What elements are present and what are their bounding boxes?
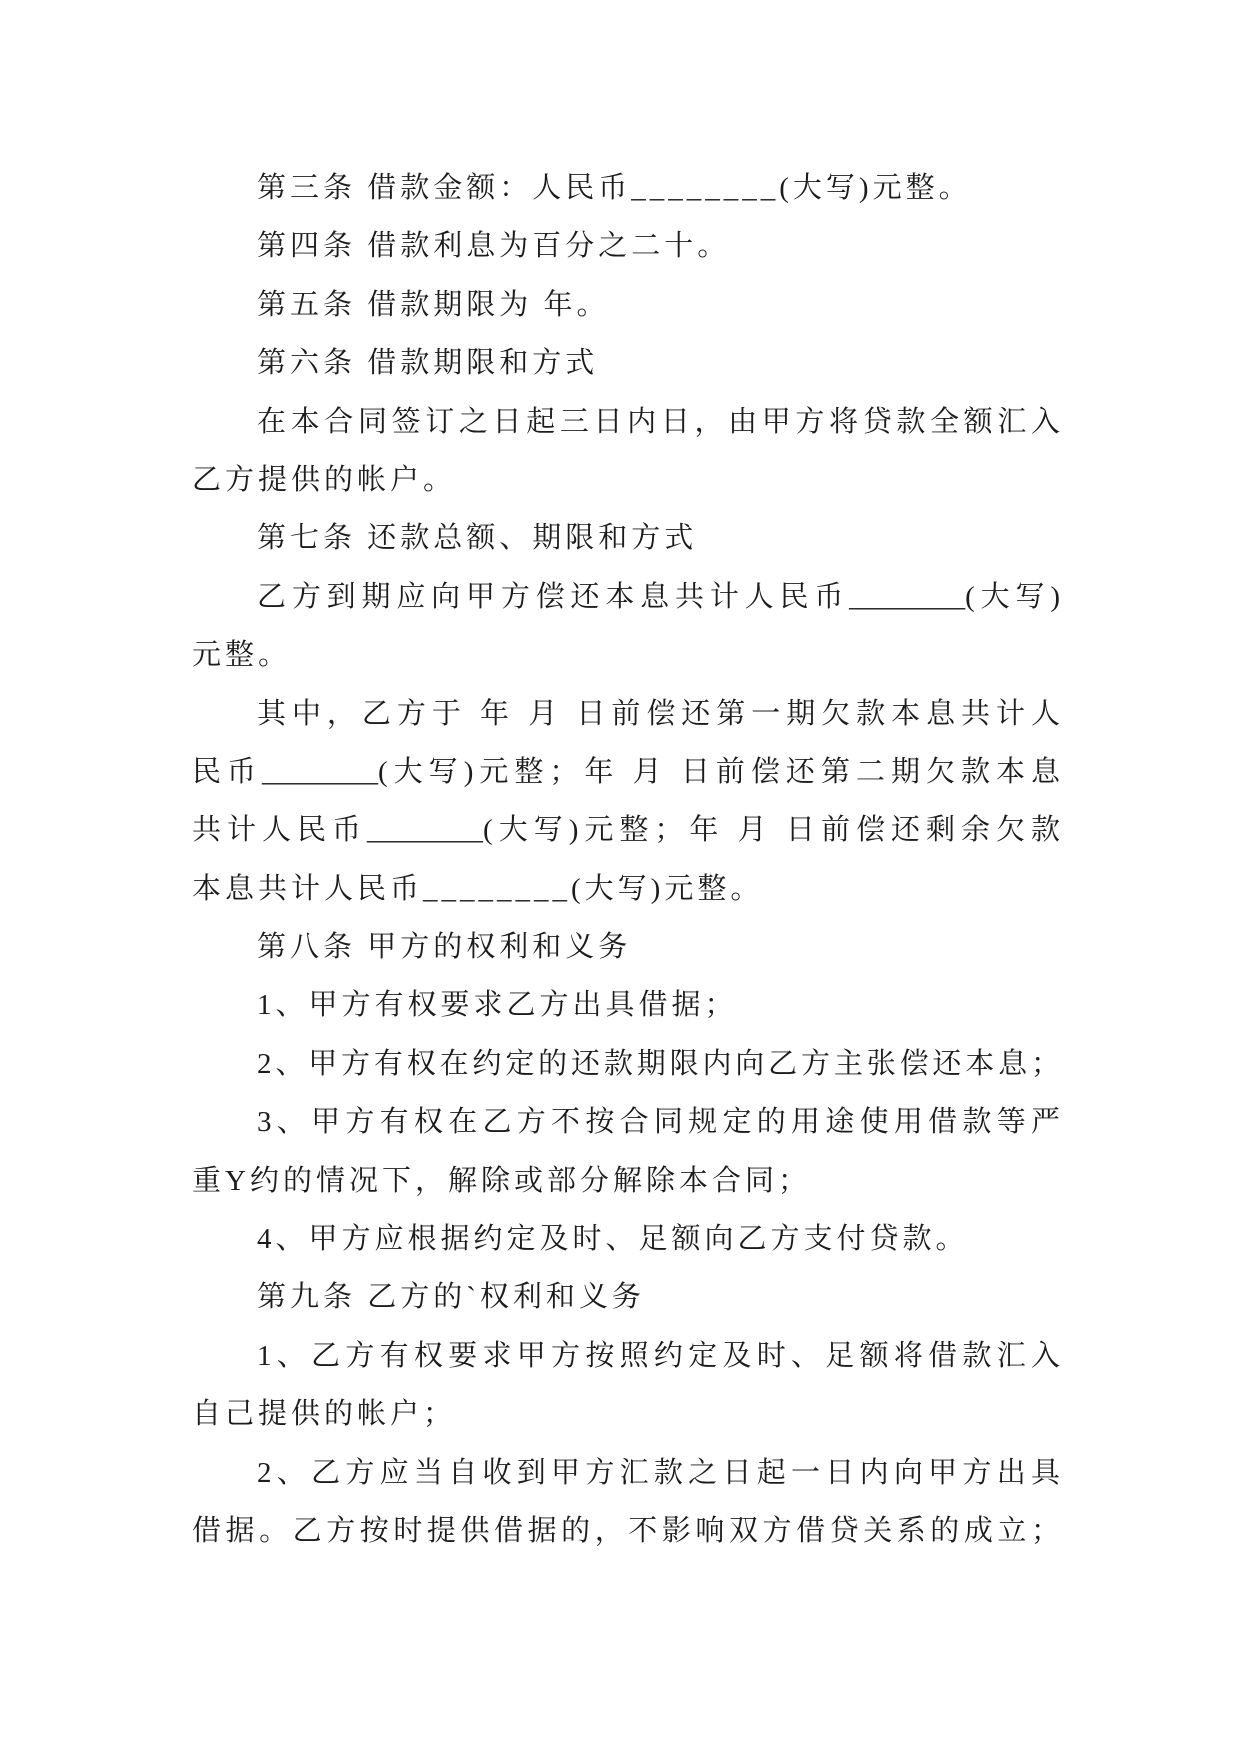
article-heading: 第八条 甲方的权利和义务 — [257, 931, 632, 964]
article-8-paragraph — [192, 918, 1060, 976]
list-item — [192, 1210, 1060, 1268]
list-item — [192, 1444, 1060, 1561]
text-line: 在本合同签订之日起三日内日，由甲方将贷款全额汇入 — [257, 405, 1060, 438]
article-heading: 第七条 还款总额、期限和方式 — [257, 522, 698, 555]
text-line: 乙方提供的帐户。 — [192, 463, 457, 496]
article-heading: 第五条 借款期限为 年。 — [257, 288, 610, 321]
document-body — [192, 159, 1060, 1560]
text-line: 乙方到期应向甲方偿还本息共计人民币________(大写) — [257, 580, 1060, 613]
article-9-paragraph — [192, 1268, 1060, 1326]
text-line: 自己提供的帐户； — [192, 1398, 457, 1431]
article-heading: 第三条 借款金额：人民币________(大写)元整。 — [257, 172, 972, 204]
text-line: 4、甲方应根据约定及时、足额向乙方支付贷款。 — [257, 1223, 969, 1256]
article-7-paragraph — [192, 509, 1060, 567]
paragraph — [192, 685, 1060, 919]
text-line: 1、乙方有权要求甲方按照约定及时、足额将借款汇入 — [257, 1339, 1060, 1372]
article-heading: 第六条 借款期限和方式 — [257, 347, 599, 380]
text-line: 3、甲方有权在乙方不按合同规定的用途使用借款等严 — [257, 1106, 1060, 1139]
paragraph — [192, 568, 1060, 685]
article-heading: 第九条 乙方的`权利和义务 — [257, 1281, 645, 1314]
list-item — [192, 1327, 1060, 1444]
article-3-paragraph — [192, 159, 1060, 217]
paragraph — [192, 393, 1060, 510]
text-line: 2、乙方应当自收到甲方汇款之日起一日内向甲方出具 — [257, 1456, 1060, 1489]
text-line: 1、甲方有权要求乙方出具借据； — [257, 989, 738, 1022]
article-4-paragraph — [192, 217, 1060, 275]
article-heading: 第四条 借款利息为百分之二十。 — [257, 230, 731, 263]
text-line: 本息共计人民币________(大写)元整。 — [192, 872, 764, 905]
list-item — [192, 1035, 1060, 1093]
list-item — [192, 976, 1060, 1034]
text-line: 借据。乙方按时提供借据的，不影响双方借贷关系的成立； — [192, 1514, 1060, 1547]
list-item — [192, 1093, 1060, 1210]
text-line: 重Y约的情况下，解除或部分解除本合同； — [192, 1164, 811, 1197]
text-line: 2、甲方有权在约定的还款期限内向乙方主张偿还本息； — [257, 1047, 1060, 1080]
article-5-paragraph — [192, 276, 1060, 334]
article-6-paragraph — [192, 334, 1060, 392]
text-line: 共计人民币________(大写)元整；年 月 日前偿还剩余欠款 — [192, 814, 1060, 847]
text-line: 元整。 — [192, 639, 292, 672]
text-line: 民币________(大写)元整；年 月 日前偿还第二期欠款本息 — [192, 755, 1060, 788]
text-line: 其中，乙方于 年 月 日前偿还第一期欠款本息共计人 — [257, 697, 1060, 730]
